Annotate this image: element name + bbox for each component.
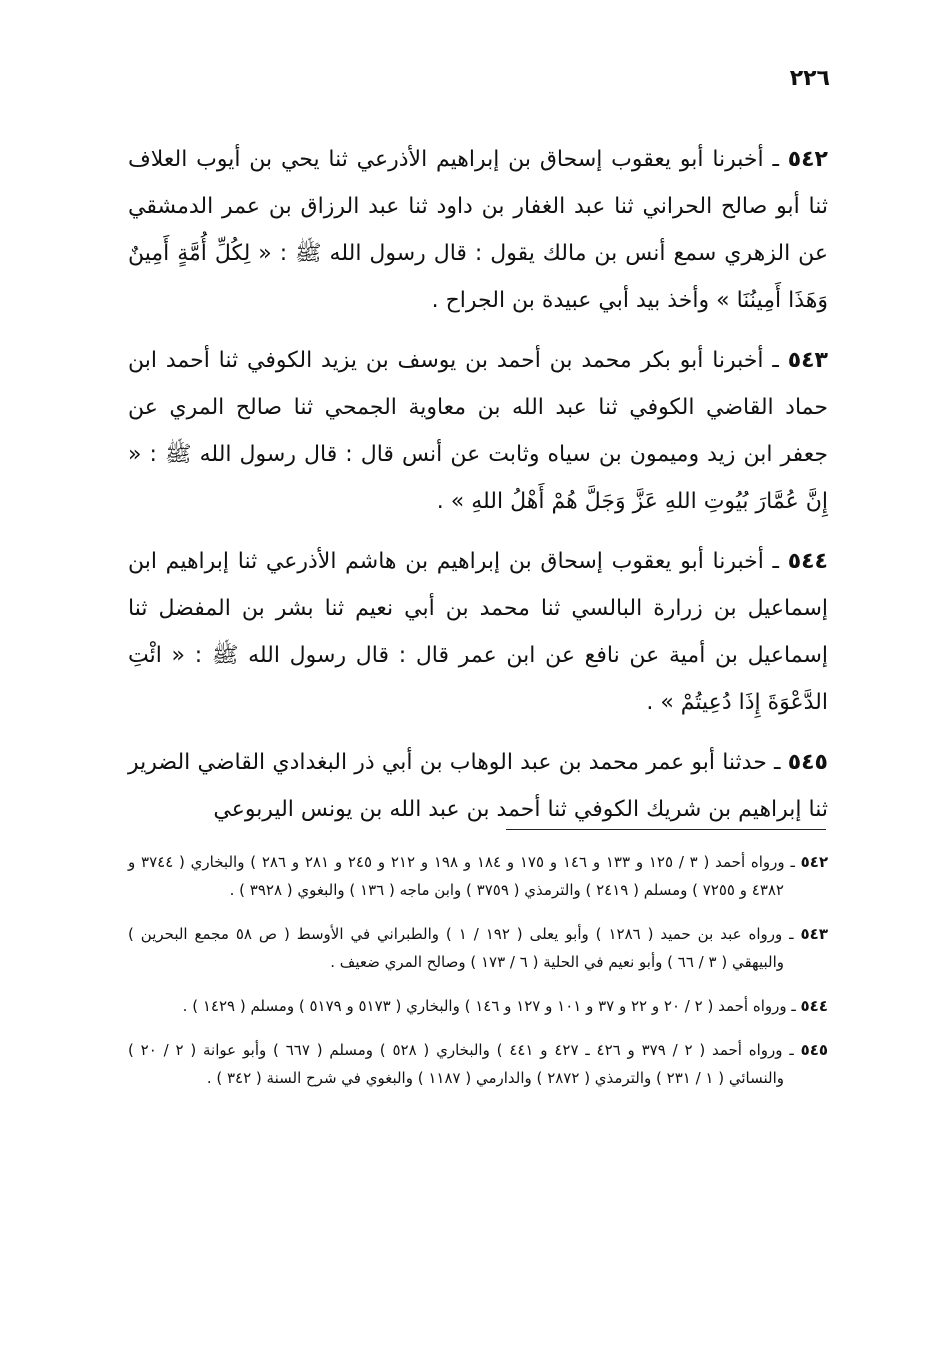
footnote-text: ورواه عبد بن حميد ( ١٢٨٦ ) وأبو يعلى ( ١٩٢ / ١ ) والطبراني في الأوسط ( ص ٥٨ مجمع البحرين ) والبيهقي ( ٣ / ٦٦ ) وأبو نعيم في الحلية ( ٦ / ١٧٣ ) وصالح المري ضعيف .: [128, 925, 784, 971]
hadith-text: أخبرنا أبو يعقوب إسحاق بن إبراهيم بن هاشم الأذرعي ثنا إبراهيم ابن إسماعيل بن زرارة البالسي ثنا محمد بن أبي نعيم ثنا بشر بن المفضل ثنا إسماعيل بن أمية عن نافع عن ابن عمر قال : قال رسول الله ﷺ : « ائْتِ الدَّعْوَةَ إِذَا دُعِيتُمْ » .: [128, 549, 828, 715]
hadith-number: ٥٤٣: [787, 348, 828, 373]
footnote-divider: [506, 829, 826, 830]
footnote-544: ٥٤٤ ـ ورواه أحمد ( ٢ / ٢٠ و ٢٢ و ٣٧ و ١٠١ و ١٢٧ و ١٤٦ ) والبخاري ( ٥١٧٣ و ٥١٧٩ ) ومسلم ( ١٤٢٩ ) .: [182, 997, 828, 1015]
hadith-number: ٥٤٥: [787, 750, 828, 775]
footnote-542: ٥٤٢ ـ ورواه أحمد ( ٣ / ١٢٥ و ١٣٣ و ١٤٦ و ١٧٥ و ١٨٤ و ١٩٨ و ٢١٢ و ٢٤٥ و ٢٨١ و ٢٨٦ ) والبخاري ( ٣٧٤٤ و ٤٣٨٢ و ٧٢٥٥ ) ومسلم ( ٢٤١٩ ) والترمذي ( ٣٧٥٩ ) وابن ماجه ( ١٣٦ ) والبغوي ( ٣٩٢٨ ) .: [128, 853, 829, 899]
hadith-543: ٥٤٣ ـ أخبرنا أبو بكر محمد بن أحمد بن يوسف بن يزيد الكوفي ثنا أحمد ابن حماد القاضي الكوفي ثنا عبد الله بن معاوية الجمحي ثنا صالح المري عن جعفر ابن زيد وميمون بن سياه وثابت عن أنس قال : قال رسول الله ﷺ : « إِنَّ عُمَّارَ بُيُوتِ اللهِ عَزَّ وَجَلَّ هُمْ أَهْلُ اللهِ » .: [128, 348, 828, 514]
footnote-543: ٥٤٣ ـ ورواه عبد بن حميد ( ١٢٨٦ ) وأبو يعلى ( ١٩٢ / ١ ) والطبراني في الأوسط ( ص ٥٨ مجمع البحرين ) والبيهقي ( ٣ / ٦٦ ) وأبو نعيم في الحلية ( ٦ / ١٧٣ ) وصالح المري ضعيف .: [128, 925, 828, 971]
footnote-text: ورواه أحمد ( ٢ / ٢٠ و ٢٢ و ٣٧ و ١٠١ و ١٢٧ و ١٤٦ ) والبخاري ( ٥١٧٣ و ٥١٧٩ ) ومسلم ( ١٤٢٩ ) .: [182, 997, 787, 1015]
hadith-text: حدثنا أبو عمر محمد بن عبد الوهاب بن أبي ذر البغدادي القاضي الضرير ثنا إبراهيم بن شريك الكوفي ثنا أحمد بن عبد الله بن يونس اليربوعي: [128, 750, 828, 822]
footnote-number: ٥٤٤: [800, 997, 828, 1015]
hadith-text: أخبرنا أبو يعقوب إسحاق بن إبراهيم الأذرعي ثنا يحي بن أيوب العلاف ثنا أبو صالح الحراني ثنا عبد الغفار بن داود ثنا عبد الرزاق بن عمر الدمشقي عن الزهري سمع أنس بن مالك يقول : قال رسول الله ﷺ : « لِكُلِّ أُمَّةٍ أَمِينٌ وَهَذَا أَمِينُنَا » وأخذ بيد أبي عبيدة بن الجراح .: [128, 147, 828, 313]
hadith-542: ٥٤٢ ـ أخبرنا أبو يعقوب إسحاق بن إبراهيم الأذرعي ثنا يحي بن أيوب العلاف ثنا أبو صالح الحراني ثنا عبد الغفار بن داود ثنا عبد الرزاق بن عمر الدمشقي عن الزهري سمع أنس بن مالك يقول : قال رسول الله ﷺ : « لِكُلِّ أُمَّةٍ أَمِينٌ وَهَذَا أَمِينُنَا » وأخذ بيد أبي عبيدة بن الجراح .: [128, 147, 828, 313]
page-number: ٢٢٦: [789, 66, 830, 91]
main-text: [128, 136, 828, 846]
footnote-number: ٥٤٥: [800, 1041, 829, 1059]
footnotes: [128, 848, 828, 1108]
hadith-544: ٥٤٤ ـ أخبرنا أبو يعقوب إسحاق بن إبراهيم بن هاشم الأذرعي ثنا إبراهيم ابن إسماعيل بن زرارة البالسي ثنا محمد بن أبي نعيم ثنا بشر بن المفضل ثنا إسماعيل بن أمية عن نافع عن ابن عمر قال : قال رسول الله ﷺ : « ائْتِ الدَّعْوَةَ إِذَا دُعِيتُمْ » .: [128, 549, 828, 715]
footnote-text: ورواه أحمد ( ٢ / ٣٧٩ و ٤٢٦ ـ ٤٢٧ و ٤٤١ ) والبخاري ( ٥٢٨ ) ومسلم ( ٦٦٧ ) وأبو عوانة ( ٢ / ٢٠ ) والنسائي ( ١ / ٢٣١ ) والترمذي ( ٢٨٧٢ ) والدارمي ( ١١٨٧ ) والبغوي في شرح السنة ( ٣٤٢ ) .: [128, 1041, 784, 1087]
footnote-text: ورواه أحمد ( ٣ / ١٢٥ و ١٣٣ و ١٤٦ و ١٧٥ و ١٨٤ و ١٩٨ و ٢١٢ و ٢٤٥ و ٢٨١ و ٢٨٦ ) والبخاري ( ٣٧٤٤ و ٤٣٨٢ و ٧٢٥٥ ) ومسلم ( ٢٤١٩ ) والترمذي ( ٣٧٥٩ ) وابن ماجه ( ١٣٦ ) والبغوي ( ٣٩٢٨ ) .: [128, 853, 785, 899]
hadith-text: أخبرنا أبو بكر محمد بن أحمد بن يوسف بن يزيد الكوفي ثنا أحمد ابن حماد القاضي الكوفي ثنا عبد الله بن معاوية الجمحي ثنا صالح المري عن جعفر ابن زيد وميمون بن سياه وثابت عن أنس قال : قال رسول الله ﷺ : « إِنَّ عُمَّارَ بُيُوتِ اللهِ عَزَّ وَجَلَّ هُمْ أَهْلُ اللهِ » .: [128, 348, 828, 514]
footnote-545: ٥٤٥ ـ ورواه أحمد ( ٢ / ٣٧٩ و ٤٢٦ ـ ٤٢٧ و ٤٤١ ) والبخاري ( ٥٢٨ ) ومسلم ( ٦٦٧ ) وأبو عوانة ( ٢ / ٢٠ ) والنسائي ( ١ / ٢٣١ ) والترمذي ( ٢٨٧٢ ) والدارمي ( ١١٨٧ ) والبغوي في شرح السنة ( ٣٤٢ ) .: [128, 1041, 829, 1087]
footnote-number: ٥٤٢: [800, 853, 829, 871]
footnote-number: ٥٤٣: [800, 925, 828, 943]
hadith-545: ٥٤٥ ـ حدثنا أبو عمر محمد بن عبد الوهاب بن أبي ذر البغدادي القاضي الضرير ثنا إبراهيم بن شريك الكوفي ثنا أحمد بن عبد الله بن يونس اليربوعي: [128, 750, 828, 822]
hadith-number: ٥٤٤: [787, 549, 828, 574]
hadith-number: ٥٤٢: [787, 147, 828, 172]
